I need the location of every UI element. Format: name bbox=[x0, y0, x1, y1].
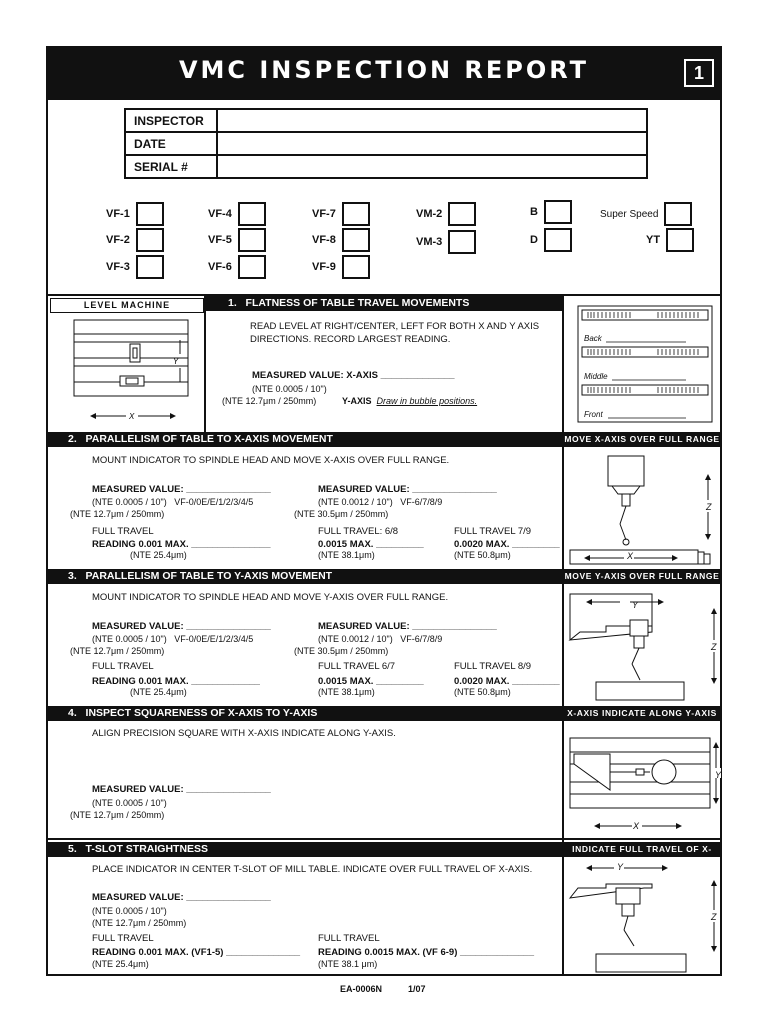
section-title: INSPECT SQUARENESS OF X-AXIS TO Y-AXIS bbox=[85, 707, 318, 719]
s4-right-header: X-AXIS INDICATE ALONG Y-AXIS bbox=[564, 706, 720, 721]
nte: (NTE 0.0005 / 10") bbox=[92, 634, 167, 644]
section-number: 1. bbox=[228, 297, 237, 309]
s5-reading-a-nte: (NTE 25.4μm) bbox=[92, 959, 149, 969]
model-label: YT bbox=[646, 234, 661, 246]
z-axis-label: Z bbox=[711, 912, 717, 922]
date-label: DATE bbox=[125, 132, 217, 155]
s5-header bbox=[48, 842, 562, 857]
y-axis-note: Draw in bubble positions. bbox=[376, 396, 478, 406]
section-title: PARALLELISM OF TABLE TO Y-AXIS MOVEMENT bbox=[85, 570, 333, 582]
s4-header bbox=[48, 706, 562, 721]
s5-measured: MEASURED VALUE: ________________ bbox=[92, 892, 271, 903]
s1-instruction-2: DIRECTIONS. RECORD LARGEST READING. bbox=[250, 334, 451, 345]
s3-reading-c: 0.0020 MAX. _________ bbox=[454, 676, 560, 687]
bubble-vial-front bbox=[582, 385, 708, 395]
model-checkbox[interactable] bbox=[666, 228, 694, 252]
model-checkbox[interactable] bbox=[342, 255, 370, 279]
svg-text:X: X bbox=[129, 412, 135, 421]
model-label: VF-2 bbox=[106, 234, 130, 246]
s2-reading-c: 0.0020 MAX. _________ bbox=[454, 539, 560, 550]
model-label: VF-8 bbox=[312, 234, 336, 246]
report-sheet bbox=[46, 46, 722, 976]
model-vm2 bbox=[416, 202, 476, 226]
s1-measured-value: MEASURED VALUE: X-AXIS ______________ bbox=[252, 370, 455, 381]
model-yt bbox=[646, 228, 694, 252]
s3-full-travel-a: FULL TRAVEL bbox=[92, 661, 154, 672]
s2-reading-b: 0.0015 MAX. _________ bbox=[318, 539, 424, 550]
model-label: VF-5 bbox=[208, 234, 232, 246]
model-label: VF-7 bbox=[312, 208, 336, 220]
footer-doc-code: EA-0006N bbox=[340, 984, 383, 994]
model-d bbox=[530, 228, 572, 252]
s4-measured: MEASURED VALUE: ________________ bbox=[92, 784, 271, 795]
s1-header bbox=[206, 296, 562, 311]
s3-full-travel-b: FULL TRAVEL 6/7 bbox=[318, 661, 396, 672]
s2-nte-a2: (NTE 12.7μm / 250mm) bbox=[70, 509, 165, 519]
model-vf5 bbox=[208, 228, 266, 252]
model-super-speed bbox=[600, 202, 692, 226]
bubble-level-diagram bbox=[578, 306, 712, 424]
models: VF-0/0E/E/1/2/3/4/5 bbox=[174, 497, 254, 507]
model-label: Super Speed bbox=[600, 208, 659, 220]
x-axis-label: X bbox=[627, 551, 634, 561]
date-field[interactable] bbox=[217, 132, 647, 155]
model-label: VF-9 bbox=[312, 261, 336, 273]
model-label: VF-1 bbox=[106, 208, 130, 220]
model-checkbox[interactable] bbox=[544, 228, 572, 252]
s3-reading-a: READING 0.001 MAX. _____________ bbox=[92, 676, 260, 687]
section-title: T-SLOT STRAIGHTNESS bbox=[85, 843, 209, 855]
model-vf7 bbox=[312, 202, 370, 226]
s2-right-header: MOVE X-AXIS OVER FULL RANGE bbox=[564, 432, 720, 447]
s2-measured-b: MEASURED VALUE: ________________ bbox=[318, 484, 497, 495]
y-axis-label: Y bbox=[617, 862, 624, 872]
model-label: VF-6 bbox=[208, 261, 232, 273]
s4-nte-2: (NTE 12.7μm / 250mm) bbox=[70, 810, 165, 820]
nte: (NTE 0.0012 / 10") bbox=[318, 634, 393, 644]
s2-nte-b2: (NTE 30.5μm / 250mm) bbox=[294, 509, 389, 519]
model-checkbox[interactable] bbox=[136, 228, 164, 252]
model-checkbox[interactable] bbox=[448, 202, 476, 226]
s5-reading-a: READING 0.001 MAX. (VF1-5) ______________ bbox=[92, 947, 301, 958]
section-number: 4. bbox=[68, 707, 77, 719]
s3-nte-b2: (NTE 30.5μm / 250mm) bbox=[294, 646, 389, 656]
nte: (NTE 0.0012 / 10") bbox=[318, 497, 393, 507]
s2-full-travel-a: FULL TRAVEL bbox=[92, 526, 154, 537]
s5-full-travel-a: FULL TRAVEL bbox=[92, 933, 154, 944]
s5-full-travel-b: FULL TRAVEL bbox=[318, 933, 380, 944]
s3-reading-b-nte: (NTE 38.1μm) bbox=[318, 687, 375, 697]
section-title: PARALLELISM OF TABLE TO X-AXIS MOVEMENT bbox=[85, 433, 333, 445]
bubble-vial-middle bbox=[582, 347, 708, 357]
s3-measured-a: MEASURED VALUE: ________________ bbox=[92, 621, 271, 632]
s5-instruction: PLACE INDICATOR IN CENTER T-SLOT OF MILL TABLE. INDICATE OVER FULL TRAVEL OF X-AXIS. bbox=[92, 864, 533, 875]
s3-nte-b1 bbox=[318, 634, 442, 644]
serial-label: SERIAL # bbox=[125, 155, 217, 178]
z-axis-label: Z bbox=[711, 642, 717, 652]
s3-measured-b: MEASURED VALUE: ________________ bbox=[318, 621, 497, 632]
model-checkbox[interactable] bbox=[544, 200, 572, 224]
model-checkbox[interactable] bbox=[136, 255, 164, 279]
models: VF-6/7/8/9 bbox=[400, 634, 443, 644]
page-number: 1 bbox=[684, 59, 714, 87]
models: VF-6/7/8/9 bbox=[400, 497, 443, 507]
bubble-label-middle: Middle bbox=[584, 372, 608, 381]
model-label: VF-4 bbox=[208, 208, 232, 220]
model-vf2 bbox=[106, 228, 164, 252]
bubble-label-back: Back bbox=[584, 334, 602, 343]
z-axis-label: Z bbox=[706, 502, 712, 512]
section-number: 5. bbox=[68, 843, 77, 855]
s2-reading-a: READING 0.001 MAX. _______________ bbox=[92, 539, 271, 550]
s1-nte-1: (NTE 0.0005 / 10") bbox=[252, 384, 327, 394]
s3-nte-a2: (NTE 12.7μm / 250mm) bbox=[70, 646, 165, 656]
s2-instruction: MOUNT INDICATOR TO SPINDLE HEAD AND MOVE X-AXIS OVER FULL RANGE. bbox=[92, 455, 450, 466]
inspector-field[interactable] bbox=[217, 109, 647, 132]
s3-instruction: MOUNT INDICATOR TO SPINDLE HEAD AND MOVE Y-AXIS OVER FULL RANGE. bbox=[92, 592, 449, 603]
title-bar bbox=[48, 48, 720, 100]
y-axis-spindle-diagram bbox=[566, 586, 720, 704]
model-label: D bbox=[530, 234, 538, 246]
s5-right-header: INDICATE FULL TRAVEL OF X-AXIS bbox=[564, 842, 720, 857]
model-checkbox[interactable] bbox=[448, 230, 476, 254]
model-vf3 bbox=[106, 255, 164, 279]
s2-nte-b1 bbox=[318, 497, 442, 507]
s2-reading-a-nte: (NTE 25.4μm) bbox=[130, 550, 187, 560]
model-checkbox[interactable] bbox=[136, 202, 164, 226]
s5-nte-2: (NTE 12.7μm / 250mm) bbox=[92, 918, 187, 928]
s2-measured-a: MEASURED VALUE: ________________ bbox=[92, 484, 271, 495]
model-vf4 bbox=[208, 202, 266, 226]
s3-reading-a-nte: (NTE 25.4μm) bbox=[130, 687, 187, 697]
s5-reading-b-nte: (NTE 38.1 μm) bbox=[318, 959, 378, 969]
s3-reading-c-nte: (NTE 50.8μm) bbox=[454, 687, 511, 697]
models: VF-0/0E/E/1/2/3/4/5 bbox=[174, 634, 254, 644]
inspector-label: INSPECTOR bbox=[125, 109, 217, 132]
s2-reading-b-nte: (NTE 38.1μm) bbox=[318, 550, 375, 560]
s4-instruction: ALIGN PRECISION SQUARE WITH X-AXIS INDICATE ALONG Y-AXIS. bbox=[92, 728, 396, 739]
model-vf9 bbox=[312, 255, 370, 279]
t-slot-diagram bbox=[566, 858, 720, 976]
bubble-label-front: Front bbox=[584, 410, 603, 419]
model-checkbox[interactable] bbox=[342, 228, 370, 252]
section-number: 3. bbox=[68, 570, 77, 582]
model-vf8 bbox=[312, 228, 370, 252]
s2-full-travel-c: FULL TRAVEL 7/9 bbox=[454, 526, 532, 537]
model-checkbox[interactable] bbox=[238, 255, 266, 279]
y-axis-label: Y bbox=[632, 600, 639, 610]
model-label: B bbox=[530, 206, 538, 218]
s5-nte-1: (NTE 0.0005 / 10") bbox=[92, 906, 167, 916]
y-axis-label: Y bbox=[715, 770, 722, 780]
model-label: VM-2 bbox=[416, 208, 443, 220]
s2-nte-a1 bbox=[92, 497, 253, 507]
s2-header bbox=[48, 432, 562, 447]
s5-reading-b: READING 0.0015 MAX. (VF 6-9) ______________ bbox=[318, 947, 534, 958]
divider bbox=[204, 296, 206, 432]
section-title: FLATNESS OF TABLE TRAVEL MOVEMENTS bbox=[245, 297, 470, 309]
model-checkbox[interactable] bbox=[238, 228, 266, 252]
model-vf1 bbox=[106, 202, 164, 226]
serial-field[interactable] bbox=[217, 155, 647, 178]
s3-full-travel-c: FULL TRAVEL 8/9 bbox=[454, 661, 532, 672]
x-axis-spindle-diagram bbox=[566, 450, 720, 568]
s3-header bbox=[48, 569, 562, 584]
nte: (NTE 0.0005 / 10") bbox=[92, 497, 167, 507]
s2-reading-c-nte: (NTE 50.8μm) bbox=[454, 550, 511, 560]
s3-right-header: MOVE Y-AXIS OVER FULL RANGE bbox=[564, 569, 720, 584]
inspector-info-table bbox=[124, 108, 648, 179]
s2-full-travel-b: FULL TRAVEL: 6/8 bbox=[318, 526, 399, 537]
s3-reading-b: 0.0015 MAX. _________ bbox=[318, 676, 424, 687]
y-axis-label: Y-AXIS bbox=[342, 396, 372, 406]
s4-nte-1: (NTE 0.0005 / 10") bbox=[92, 798, 167, 808]
model-checkbox[interactable] bbox=[342, 202, 370, 226]
svg-text:Y: Y bbox=[173, 357, 179, 366]
bubble-vial-back bbox=[582, 310, 708, 320]
s1-left-header: LEVEL MACHINE bbox=[50, 298, 204, 313]
s1-y-axis bbox=[342, 396, 477, 406]
s3-nte-a1 bbox=[92, 634, 253, 644]
model-b bbox=[530, 200, 572, 224]
divider bbox=[562, 296, 564, 976]
footer-date: 1/07 bbox=[408, 984, 426, 994]
divider bbox=[48, 838, 720, 840]
model-label: VM-3 bbox=[416, 236, 443, 248]
page-title: VMC INSPECTION REPORT bbox=[178, 56, 590, 84]
model-label: VF-3 bbox=[106, 261, 130, 273]
model-vf6 bbox=[208, 255, 266, 279]
section-number: 2. bbox=[68, 433, 77, 445]
level-machine-diagram bbox=[74, 320, 190, 426]
s1-instruction-1: READ LEVEL AT RIGHT/CENTER, LEFT FOR BOTH X AND Y AXIS bbox=[250, 321, 540, 332]
x-axis-label: X bbox=[633, 821, 640, 831]
model-checkbox[interactable] bbox=[664, 202, 692, 226]
model-checkbox[interactable] bbox=[238, 202, 266, 226]
model-vm3 bbox=[416, 230, 476, 254]
squareness-diagram bbox=[566, 724, 720, 842]
s1-nte-2: (NTE 12.7μm / 250mm) bbox=[222, 396, 317, 406]
